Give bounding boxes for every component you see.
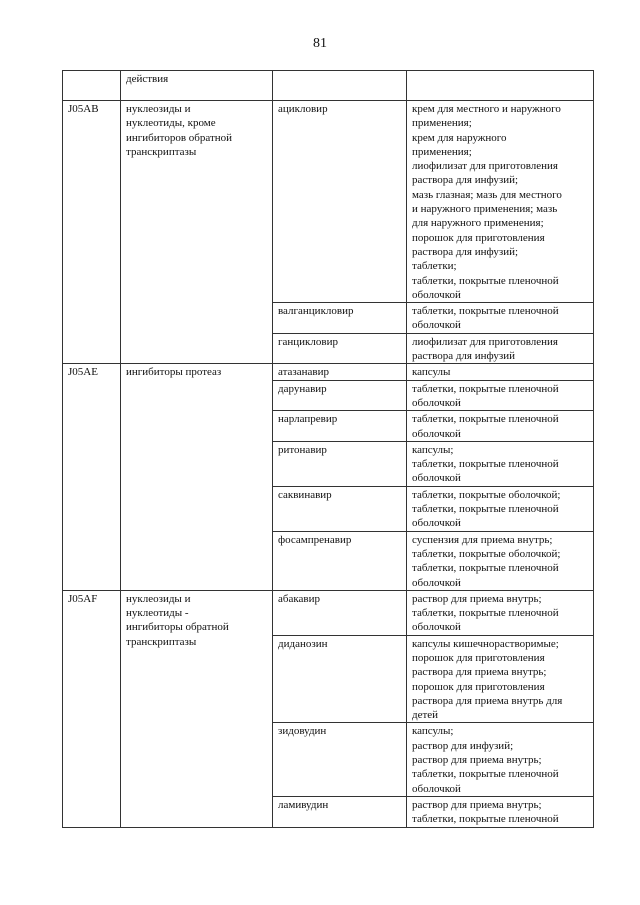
drug-name-cell: абакавир xyxy=(273,590,407,635)
dosage-form-cell: таблетки, покрытые пленочной оболочкой xyxy=(407,411,594,442)
atc-code-cell: J05AB xyxy=(63,101,121,364)
drug-name-header-cell xyxy=(273,71,407,101)
atc-code-header-cell xyxy=(63,71,121,101)
atc-code-cell: J05AF xyxy=(63,590,121,827)
drug-name-cell: саквинавир xyxy=(273,486,407,531)
dosage-form-cell: суспензия для приема внутрь; таблетки, покрытые оболочкой; таблетки, покрытые пленочной оболочкой xyxy=(407,531,594,590)
dosage-form-cell: таблетки, покрытые пленочной оболочкой xyxy=(407,380,594,411)
drug-name-cell: зидовудин xyxy=(273,723,407,796)
table-header-row xyxy=(63,71,594,101)
pharmacological-group-cell: нуклеозиды и нуклеотиды - ингибиторы обратной транскриптазы xyxy=(121,590,273,827)
drug-name-cell: диданозин xyxy=(273,635,407,723)
dosage-form-cell: таблетки, покрытые пленочной оболочкой xyxy=(407,303,594,334)
drug-name-cell: фосампренавир xyxy=(273,531,407,590)
table-row xyxy=(63,364,594,380)
drug-name-cell: валганцикловир xyxy=(273,303,407,334)
dosage-form-cell: капсулы кишечнорастворимые; порошок для приготовления раствора для приема внутрь; порошок для приготовления раствора для приема внутрь для детей xyxy=(407,635,594,723)
dosage-form-header-cell xyxy=(407,71,594,101)
dosage-form-cell: капсулы xyxy=(407,364,594,380)
drug-name-cell: атазанавир xyxy=(273,364,407,380)
drug-name-cell: дарунавир xyxy=(273,380,407,411)
drug-name-cell: ламивудин xyxy=(273,796,407,827)
atc-code-cell: J05AE xyxy=(63,364,121,590)
group-header-cell: действия xyxy=(121,71,273,101)
drug-name-cell: ганцикловир xyxy=(273,333,407,364)
dosage-form-cell: раствор для приема внутрь; таблетки, покрытые пленочной xyxy=(407,796,594,827)
drug-name-cell: нарлапревир xyxy=(273,411,407,442)
dosage-form-cell: таблетки, покрытые оболочкой; таблетки, покрытые пленочной оболочкой xyxy=(407,486,594,531)
dosage-form-cell: лиофилизат для приготовления раствора для инфузий xyxy=(407,333,594,364)
medication-table xyxy=(62,70,594,828)
dosage-form-cell: капсулы; таблетки, покрытые пленочной оболочкой xyxy=(407,441,594,486)
table-row xyxy=(63,590,594,635)
drug-name-cell: ритонавир xyxy=(273,441,407,486)
drug-name-cell: ацикловир xyxy=(273,101,407,303)
dosage-form-cell: капсулы; раствор для инфузий; раствор для приема внутрь; таблетки, покрытые пленочной оболочкой xyxy=(407,723,594,796)
table-row xyxy=(63,101,594,303)
dosage-form-cell: крем для местного и наружного применения; крем для наружного применения; лиофилизат для приготовления раствора для инфузий; мазь глазная; мазь для местного и наружного применения; мазь для наружного применения; порошок для приготовления раствора для инфузий; таблетки; таблетки, покрытые пленочной оболочкой xyxy=(407,101,594,303)
dosage-form-cell: раствор для приема внутрь; таблетки, покрытые пленочной оболочкой xyxy=(407,590,594,635)
pharmacological-group-cell: ингибиторы протеаз xyxy=(121,364,273,590)
page-number: 81 xyxy=(313,36,327,51)
pharmacological-group-cell: нуклеозиды и нуклеотиды, кроме ингибиторов обратной транскриптазы xyxy=(121,101,273,364)
